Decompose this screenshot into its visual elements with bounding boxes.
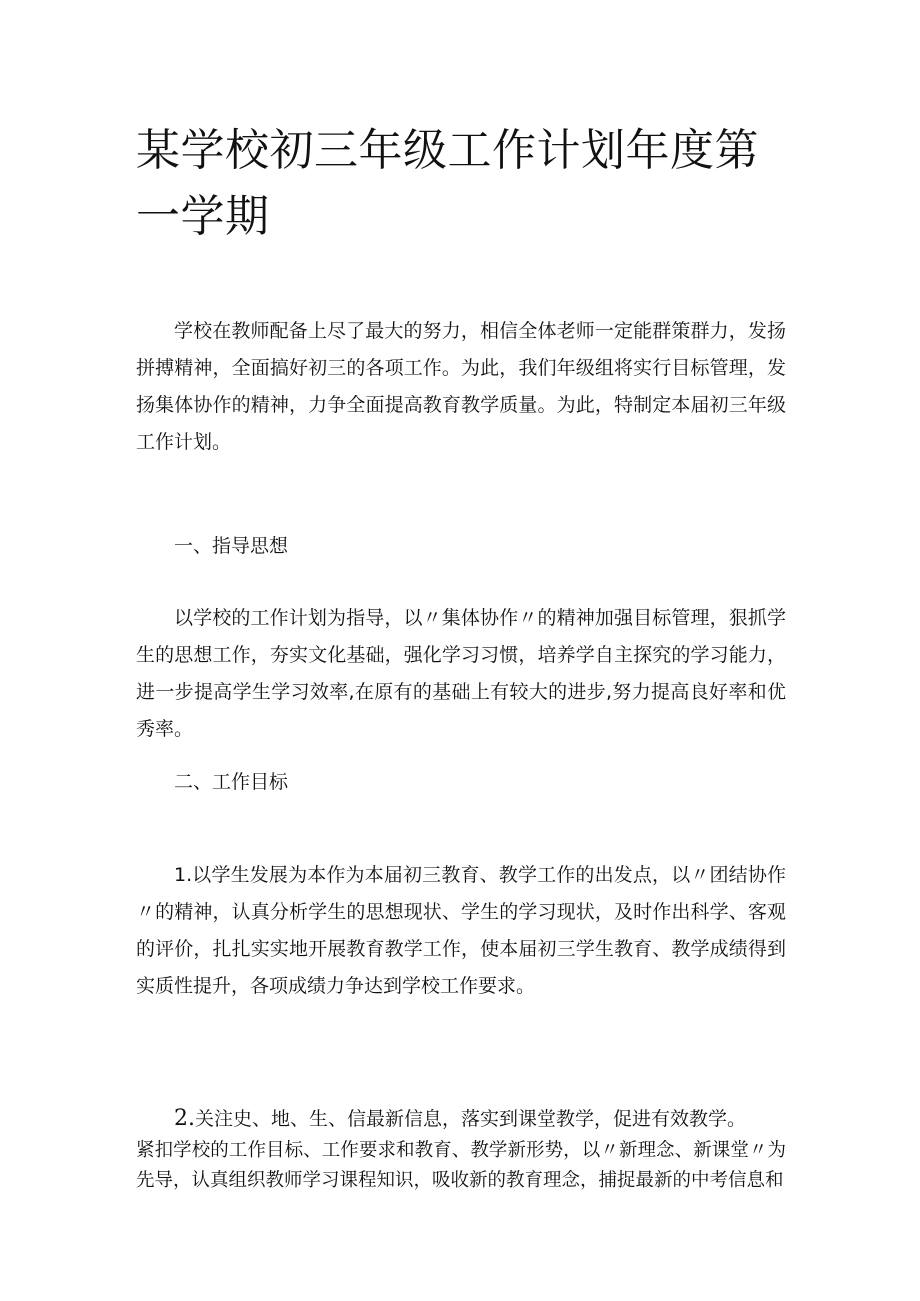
guiding-ideology-paragraph: 以学校的工作计划为指导，以〃集体协作〃的精神加强目标管理，狠抓学生的思想工作，夯实文化基础，强化学习习惯，培养学自主探究的学习能力，进一步提高学生学习效率,在原有的基础上有较大的进步,努力提高良好率和优秀率。 xyxy=(136,607,786,740)
section-heading-guiding-ideology: 一、指导思想 xyxy=(174,535,289,557)
work-goal-item-2 xyxy=(174,1100,746,1138)
section-heading-work-goals: 二、工作目标 xyxy=(174,771,289,793)
intro-paragraph: 学校在教师配备上尽了最大的努力，相信全体老师一定能群策群力，发扬拼搏精神，全面搞好初三的各项工作。为此，我们年级组将实行目标管理，发扬集体协作的精神，力争全面提高教育教学质量。为此，特制定本届初三年级工作计划。 xyxy=(136,320,786,453)
work-goal-item-2-body: 紧扣学校的工作目标、工作要求和教育、教学新形势，以〃新理念、新课堂〃为先导，认真组织教师学习课程知识，吸收新的教育理念，捕捉最新的中考信息和 xyxy=(136,1140,786,1191)
work-goal-item-2-text: 关注史、地、生、信最新信息，落实到课堂教学，促进有效教学。 xyxy=(195,1108,747,1130)
document-title: 某学校初三年级工作计划年度第一学期 xyxy=(136,125,759,242)
work-goal-item-2-number: 2. xyxy=(174,1106,195,1131)
work-goal-item-1: 1.以学生发展为本作为本届初三教育、教学工作的出发点，以〃团结协作〃的精神，认真分析学生的思想现状、学生的学习现状，及时作出科学、客观的评价，扎扎实实地开展教育教学工作，使本届初三学生教育、教学成绩得到实质性提升，各项成绩力争达到学校工作要求。 xyxy=(136,864,786,997)
